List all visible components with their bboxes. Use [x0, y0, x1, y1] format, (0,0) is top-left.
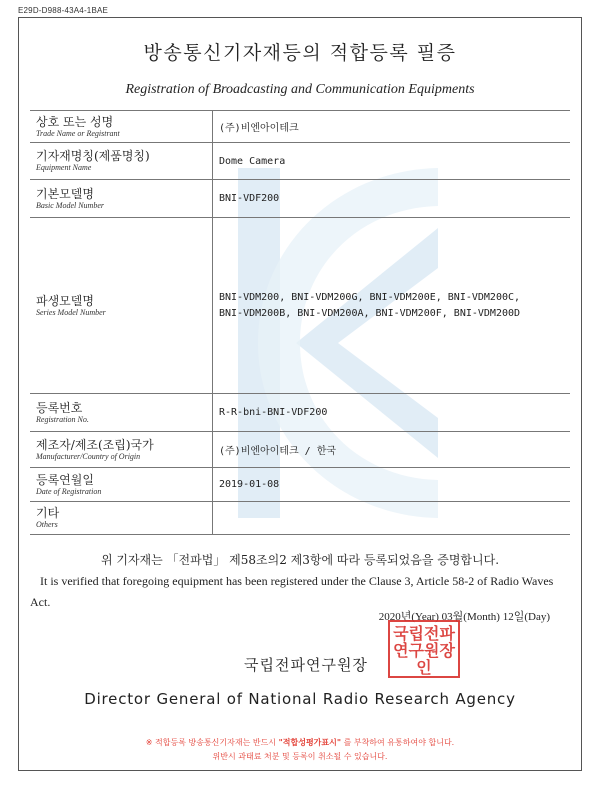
registration-no-label-en: Registration No.	[36, 414, 89, 424]
date-label-en: Date of Registration	[36, 486, 102, 496]
row-others	[30, 502, 570, 535]
others-value	[213, 502, 571, 535]
registration-no-value: R-R-bni-BNI-VDF200	[213, 394, 571, 432]
title-english: Registration of Broadcasting and Communication Equipments	[125, 82, 475, 97]
date-value: 2019-01-08	[213, 468, 571, 502]
row-equipment-name	[30, 143, 570, 180]
series-model-value-line2: BNI-VDM200B, BNI-VDM200A, BNI-VDM200F, BNI-VDM200D	[219, 307, 521, 319]
trade-name-value: (주)비엔아이테크	[213, 111, 571, 143]
row-registration-no	[30, 394, 570, 432]
certification-english: It is verified that foregoing equipment has been registered under the Clause 3, Article 58-2 of Radio Waves Act.	[30, 574, 554, 609]
others-label-en: Others	[36, 520, 58, 529]
series-model-value-line1: BNI-VDM200, BNI-VDM200G, BNI-VDM200E, BNI-VDM200C,	[219, 291, 521, 303]
row-manufacturer	[30, 432, 570, 468]
manufacturer-value: (주)비엔아이테크 / 한국	[213, 432, 571, 468]
basic-model-label: 기본모델명	[36, 186, 94, 201]
notice-line1-c: 를 부착하여 유통하여야 합니다.	[343, 738, 455, 747]
others-label: 기타	[36, 506, 60, 520]
certification-korean: 위 기자재는 「전파법」 제58조의2 제3항에 따라 등록되었음을 증명합니다.	[100, 553, 500, 567]
notice-line2: 위반시 과태료 처분 및 등록이 취소될 수 있습니다.	[212, 752, 388, 761]
series-model-label-en: Series Model Number	[36, 307, 106, 317]
row-date	[30, 468, 570, 502]
notice-line1-a: ※ 적합등록 방송통신기자재는 반드시	[145, 738, 277, 747]
row-series-model	[30, 218, 570, 394]
notice-line1	[0, 736, 600, 750]
basic-model-value: BNI-VDF200	[213, 180, 571, 218]
notice	[0, 736, 600, 764]
title-korean: 방송통신기자재등의 적합등록 필증	[143, 42, 457, 64]
notice-line1-b: "적합성평가표시"	[278, 738, 342, 747]
document-id: E29D-D988-43A4-1BAE	[18, 6, 109, 15]
equipment-name-label: 기자재명칭(제품명칭)	[36, 149, 150, 163]
manufacturer-label: 제조자/제조(조립)국가	[36, 437, 154, 452]
official-seal-stamp: 국립전파연구원장인	[388, 620, 460, 678]
issue-date: 2020년(Year) 03월(Month) 12일(Day)	[378, 611, 550, 623]
trade-name-label-en: Trade Name or Registrant	[36, 128, 120, 138]
row-trade-name	[30, 111, 570, 143]
director-korean: 국립전파연구원장	[244, 656, 368, 674]
date-label: 등록연월일	[36, 472, 94, 487]
director-english: Director General of National Radio Research Agency	[84, 690, 516, 708]
manufacturer-label-en: Manufacturer/Country of Origin	[36, 451, 141, 461]
row-basic-model	[30, 180, 570, 218]
trade-name-label: 상호 또는 성명	[36, 114, 114, 129]
registration-no-label: 등록번호	[36, 400, 83, 415]
basic-model-label-en: Basic Model Number	[36, 200, 104, 210]
equipment-name-value: Dome Camera	[213, 143, 571, 180]
series-model-label: 파생모델명	[36, 293, 94, 308]
registration-table	[30, 110, 570, 535]
equipment-name-label-en: Equipment Name	[36, 163, 92, 172]
